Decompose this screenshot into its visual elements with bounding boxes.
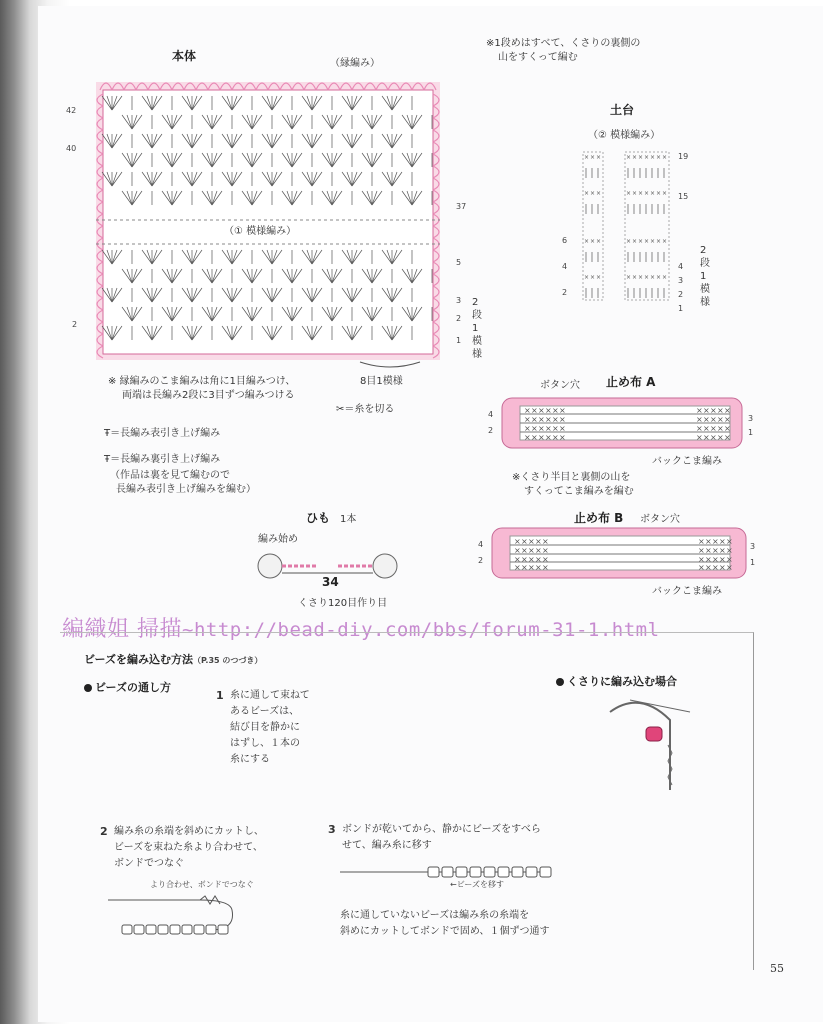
- base-stitch-rows: [584, 154, 667, 298]
- cross-mark: ×: [703, 433, 710, 442]
- base-left-mark-6: 6: [562, 236, 568, 245]
- sc-mark: ×: [590, 274, 596, 281]
- sc-mark: ×: [596, 154, 602, 161]
- string-title: ひも: [306, 511, 331, 525]
- note-line-2: 両端は長編み2段に3目ずつ編みつける: [122, 390, 295, 401]
- tab-b-mark-1: 1: [750, 558, 756, 567]
- tab-a-title: 止め布 A: [606, 375, 656, 389]
- base-left-mark-2: 2: [562, 288, 568, 297]
- step1-number: 1: [216, 689, 224, 702]
- cross-mark: ×: [717, 433, 724, 442]
- cross-mark: ×: [705, 563, 712, 572]
- tab-a-left-mark-2: 2: [488, 426, 494, 435]
- sc-mark: ×: [584, 190, 590, 197]
- cross-mark: ×: [538, 415, 545, 424]
- top-note-2: 山をすくって編む: [498, 52, 578, 63]
- tab-b-back-stitch: バックこま編み: [652, 586, 722, 597]
- cross-mark: ×: [514, 546, 521, 555]
- cross-mark: ×: [724, 424, 731, 433]
- cross-mark: ×: [717, 424, 724, 433]
- string-start: 編み始め: [258, 534, 298, 545]
- cross-mark: ×: [712, 563, 719, 572]
- cross-mark: ×: [542, 555, 549, 564]
- cross-mark: ×: [696, 415, 703, 424]
- sc-mark: ×: [650, 238, 656, 245]
- tab-a-back-stitch: バックこま編み: [652, 456, 722, 467]
- cross-mark: ×: [717, 406, 724, 415]
- sc-mark: ×: [638, 238, 644, 245]
- cross-mark: ×: [696, 424, 703, 433]
- sc-mark: ×: [650, 190, 656, 197]
- cross-mark: ×: [514, 563, 521, 572]
- base-mark-1: 1: [678, 304, 684, 313]
- row-mark-3: 3: [456, 296, 462, 305]
- tab-a-button-hole: ボタン穴: [540, 380, 580, 391]
- sc-mark: ×: [590, 154, 596, 161]
- cross-mark: ×: [698, 546, 705, 555]
- tab-b-title: 止め布 B: [574, 511, 624, 525]
- step2-line-3: ボンドでつなぐ: [114, 858, 184, 869]
- cross-mark: ×: [535, 563, 542, 572]
- sc-mark: ×: [650, 154, 656, 161]
- cross-mark: ×: [535, 546, 542, 555]
- step3-line-2: せて、編み糸に移す: [342, 840, 432, 851]
- sc-mark: ×: [662, 274, 668, 281]
- cross-mark: ×: [710, 433, 717, 442]
- front-post-dc-icon: Ŧ: [104, 428, 111, 439]
- cross-mark: ×: [514, 537, 521, 546]
- sc-mark: ×: [596, 274, 602, 281]
- footer-line-2: 斜めにカットしてボンドで固め、１個ずつ通す: [340, 926, 550, 937]
- tab-a-mark-1: 1: [748, 428, 754, 437]
- sc-mark: ×: [638, 274, 644, 281]
- cross-mark: ×: [724, 433, 731, 442]
- sc-mark: ×: [626, 238, 632, 245]
- step1-line-2: あるビーズは、: [230, 706, 300, 717]
- cross-mark: ×: [521, 555, 528, 564]
- cross-mark: ×: [719, 555, 726, 564]
- cross-mark: ×: [726, 537, 733, 546]
- base-side-repeat: 2段1模様: [700, 245, 710, 308]
- row-mark-37: 37: [456, 202, 467, 211]
- step2-line-1: 編み糸の糸端を斜めにカットし、: [114, 826, 264, 837]
- cross-mark: ×: [712, 537, 719, 546]
- cross-mark: ×: [545, 406, 552, 415]
- repeat-brace: [360, 362, 420, 367]
- beads-heading: ビーズを編み込む方法（P.35 のつづき）: [84, 653, 263, 666]
- cross-mark: ×: [528, 563, 535, 572]
- cross-mark: ×: [726, 555, 733, 564]
- sc-mark: ×: [650, 274, 656, 281]
- cross-mark: ×: [528, 537, 535, 546]
- cross-mark: ×: [719, 546, 726, 555]
- note-line-1: ※ 縁編みのこま編みは角に1目編みつけ、: [108, 376, 296, 387]
- cross-mark: ×: [698, 537, 705, 546]
- tab-a-note-2: すくってこま編みを編む: [524, 486, 634, 497]
- base-title: 土台: [610, 103, 635, 117]
- step2-caption: より合わせ、ボンドでつなぐ: [150, 880, 254, 889]
- cross-mark: ×: [719, 537, 726, 546]
- string-chain: くさり120目作り目: [298, 598, 388, 609]
- step3-line-1: ボンドが乾いてから、静かにビーズをすべら: [342, 824, 541, 835]
- base-mark-2: 2: [678, 290, 684, 299]
- side-repeat: 2段1模様: [472, 297, 482, 360]
- sc-mark: ×: [662, 238, 668, 245]
- row-mark-42: 42: [66, 106, 77, 115]
- step3-caption: ←ビーズを移す: [450, 880, 504, 889]
- cross-mark: ×: [705, 537, 712, 546]
- cross-mark: ×: [719, 563, 726, 572]
- sc-mark: ×: [644, 274, 650, 281]
- section-threading: ビーズの通し方: [84, 682, 171, 694]
- sc-mark: ×: [584, 274, 590, 281]
- cross-mark: ×: [705, 555, 712, 564]
- sc-mark: ×: [644, 238, 650, 245]
- row-mark-5: 5: [456, 258, 462, 267]
- cross-mark: ×: [552, 433, 559, 442]
- sc-mark: ×: [662, 154, 668, 161]
- cross-mark: ×: [559, 415, 566, 424]
- scissor-icon: ✂: [336, 404, 345, 415]
- string-length: 34: [322, 575, 339, 589]
- cross-mark: ×: [712, 546, 719, 555]
- edge-label: （縁編み）: [330, 58, 380, 69]
- watermark: 編織姐 掃描~http://bead-diy.com/bbs/forum-31-1.html: [62, 617, 660, 642]
- sc-mark: ×: [590, 238, 596, 245]
- step1-line-5: 糸にする: [230, 754, 270, 765]
- step1-line-1: 糸に通して束ねて: [230, 690, 310, 701]
- sc-mark: ×: [656, 238, 662, 245]
- cross-mark: ×: [521, 537, 528, 546]
- tab-a-note-1: ※くさり半目と裏側の山を: [512, 472, 631, 483]
- bullet-icon: [84, 684, 92, 692]
- base-mark-3: 3: [678, 276, 684, 285]
- cross-mark: ×: [552, 424, 559, 433]
- pattern-label: （① 模様編み）: [224, 226, 297, 237]
- left-row-mark-2: 2: [72, 320, 78, 329]
- main-body-chart: [96, 82, 440, 367]
- cross-mark: ×: [538, 406, 545, 415]
- section-chain: くさりに編み込む場合: [556, 676, 677, 688]
- legend-item-2: Ŧ＝長編み裏引き上げ編み: [104, 454, 221, 465]
- base-mark-4: 4: [678, 262, 684, 271]
- cross-mark: ×: [703, 415, 710, 424]
- main-body-title: 本体: [172, 49, 197, 63]
- repeat-label: 8目1模様: [360, 376, 403, 387]
- cross-mark: ×: [542, 537, 549, 546]
- cross-mark: ×: [705, 546, 712, 555]
- cross-mark: ×: [538, 433, 545, 442]
- row-mark-1: 1: [456, 336, 462, 345]
- cross-mark: ×: [524, 415, 531, 424]
- sc-mark: ×: [656, 274, 662, 281]
- tab-a-left-mark-4: 4: [488, 410, 494, 419]
- cross-mark: ×: [524, 406, 531, 415]
- sc-mark: ×: [584, 154, 590, 161]
- cross-mark: ×: [698, 563, 705, 572]
- cross-mark: ×: [559, 406, 566, 415]
- sc-mark: ×: [644, 154, 650, 161]
- cross-mark: ×: [538, 424, 545, 433]
- page-number: 55: [770, 962, 784, 975]
- tab-b-button-hole: ボタン穴: [640, 514, 680, 525]
- tab-b-chart: [492, 528, 746, 578]
- cross-mark: ×: [552, 415, 559, 424]
- step3-number: 3: [328, 823, 336, 836]
- sc-mark: ×: [584, 238, 590, 245]
- sc-mark: ×: [632, 190, 638, 197]
- sc-mark: ×: [626, 190, 632, 197]
- cross-mark: ×: [535, 537, 542, 546]
- step2-line-2: ビーズを束ねた糸より合わせて、: [114, 842, 263, 853]
- cross-mark: ×: [726, 546, 733, 555]
- cross-mark: ×: [545, 424, 552, 433]
- cross-mark: ×: [717, 415, 724, 424]
- sc-mark: ×: [596, 190, 602, 197]
- row-mark-2: 2: [456, 314, 462, 323]
- cross-mark: ×: [531, 424, 538, 433]
- cross-mark: ×: [698, 555, 705, 564]
- top-note-1: ※1段めはすべて、くさりの裏側の: [486, 38, 641, 49]
- cross-mark: ×: [531, 406, 538, 415]
- sc-mark: ×: [632, 274, 638, 281]
- cross-mark: ×: [552, 406, 559, 415]
- tab-b-left-mark-2: 2: [478, 556, 484, 565]
- cross-mark: ×: [542, 563, 549, 572]
- sc-mark: ×: [638, 154, 644, 161]
- back-post-dc-icon: Ŧ: [104, 454, 111, 465]
- watermark-url: ~http://bead-diy.com/bbs/forum-31-1.html: [182, 619, 660, 641]
- sc-mark: ×: [656, 190, 662, 197]
- cross-mark: ×: [710, 415, 717, 424]
- cross-mark: ×: [724, 406, 731, 415]
- cross-mark: ×: [559, 433, 566, 442]
- base-pattern-label: （② 模様編み）: [588, 130, 661, 141]
- cross-mark: ×: [542, 546, 549, 555]
- cross-mark: ×: [724, 415, 731, 424]
- sc-mark: ×: [626, 154, 632, 161]
- cross-mark: ×: [531, 433, 538, 442]
- footer-line-1: 糸に通していないビーズは編み糸の糸端を: [340, 910, 530, 921]
- sc-mark: ×: [632, 238, 638, 245]
- cross-mark: ×: [703, 424, 710, 433]
- sc-mark: ×: [596, 238, 602, 245]
- cross-mark: ×: [521, 563, 528, 572]
- sc-mark: ×: [590, 190, 596, 197]
- legend-note-1: （作品は裏を見て編むので: [110, 470, 230, 481]
- sc-mark: ×: [644, 190, 650, 197]
- cross-mark: ×: [710, 424, 717, 433]
- cross-mark: ×: [703, 406, 710, 415]
- cross-mark: ×: [710, 406, 717, 415]
- sc-mark: ×: [662, 190, 668, 197]
- base-left-mark-4: 4: [562, 262, 568, 271]
- tab-a-chart: [502, 398, 742, 448]
- bullet-icon-2: [556, 678, 564, 686]
- cross-mark: ×: [712, 555, 719, 564]
- step1-line-3: 結び目を静かに: [230, 722, 300, 733]
- sc-mark: ×: [638, 190, 644, 197]
- cross-mark: ×: [545, 433, 552, 442]
- string-count: 1本: [340, 514, 357, 525]
- cross-mark: ×: [535, 555, 542, 564]
- row-mark-40: 40: [66, 144, 77, 153]
- cross-mark: ×: [696, 433, 703, 442]
- cross-mark: ×: [696, 406, 703, 415]
- cut-note: ✂＝糸を切る: [336, 404, 395, 415]
- cross-mark: ×: [528, 546, 535, 555]
- legend-note-2: 長編み表引き上げ編みを編む）: [116, 484, 256, 495]
- cross-mark: ×: [524, 433, 531, 442]
- cross-mark: ×: [726, 563, 733, 572]
- sc-mark: ×: [626, 274, 632, 281]
- cross-mark: ×: [545, 415, 552, 424]
- cross-mark: ×: [524, 424, 531, 433]
- tab-b-left-mark-4: 4: [478, 540, 484, 549]
- step2-number: 2: [100, 825, 108, 838]
- cross-mark: ×: [559, 424, 566, 433]
- base-chart: [583, 152, 669, 300]
- cross-mark: ×: [514, 555, 521, 564]
- tab-b-mark-3: 3: [750, 542, 756, 551]
- tab-a-mark-3: 3: [748, 414, 754, 423]
- base-mark-15: 15: [678, 192, 689, 201]
- step1-line-4: はずし、１本の: [230, 738, 300, 749]
- sc-mark: ×: [656, 154, 662, 161]
- cross-mark: ×: [531, 415, 538, 424]
- cross-mark: ×: [521, 546, 528, 555]
- base-mark-19: 19: [678, 152, 689, 161]
- cross-mark: ×: [528, 555, 535, 564]
- legend-item-1: Ŧ＝長編み表引き上げ編み: [104, 428, 221, 439]
- sc-mark: ×: [632, 154, 638, 161]
